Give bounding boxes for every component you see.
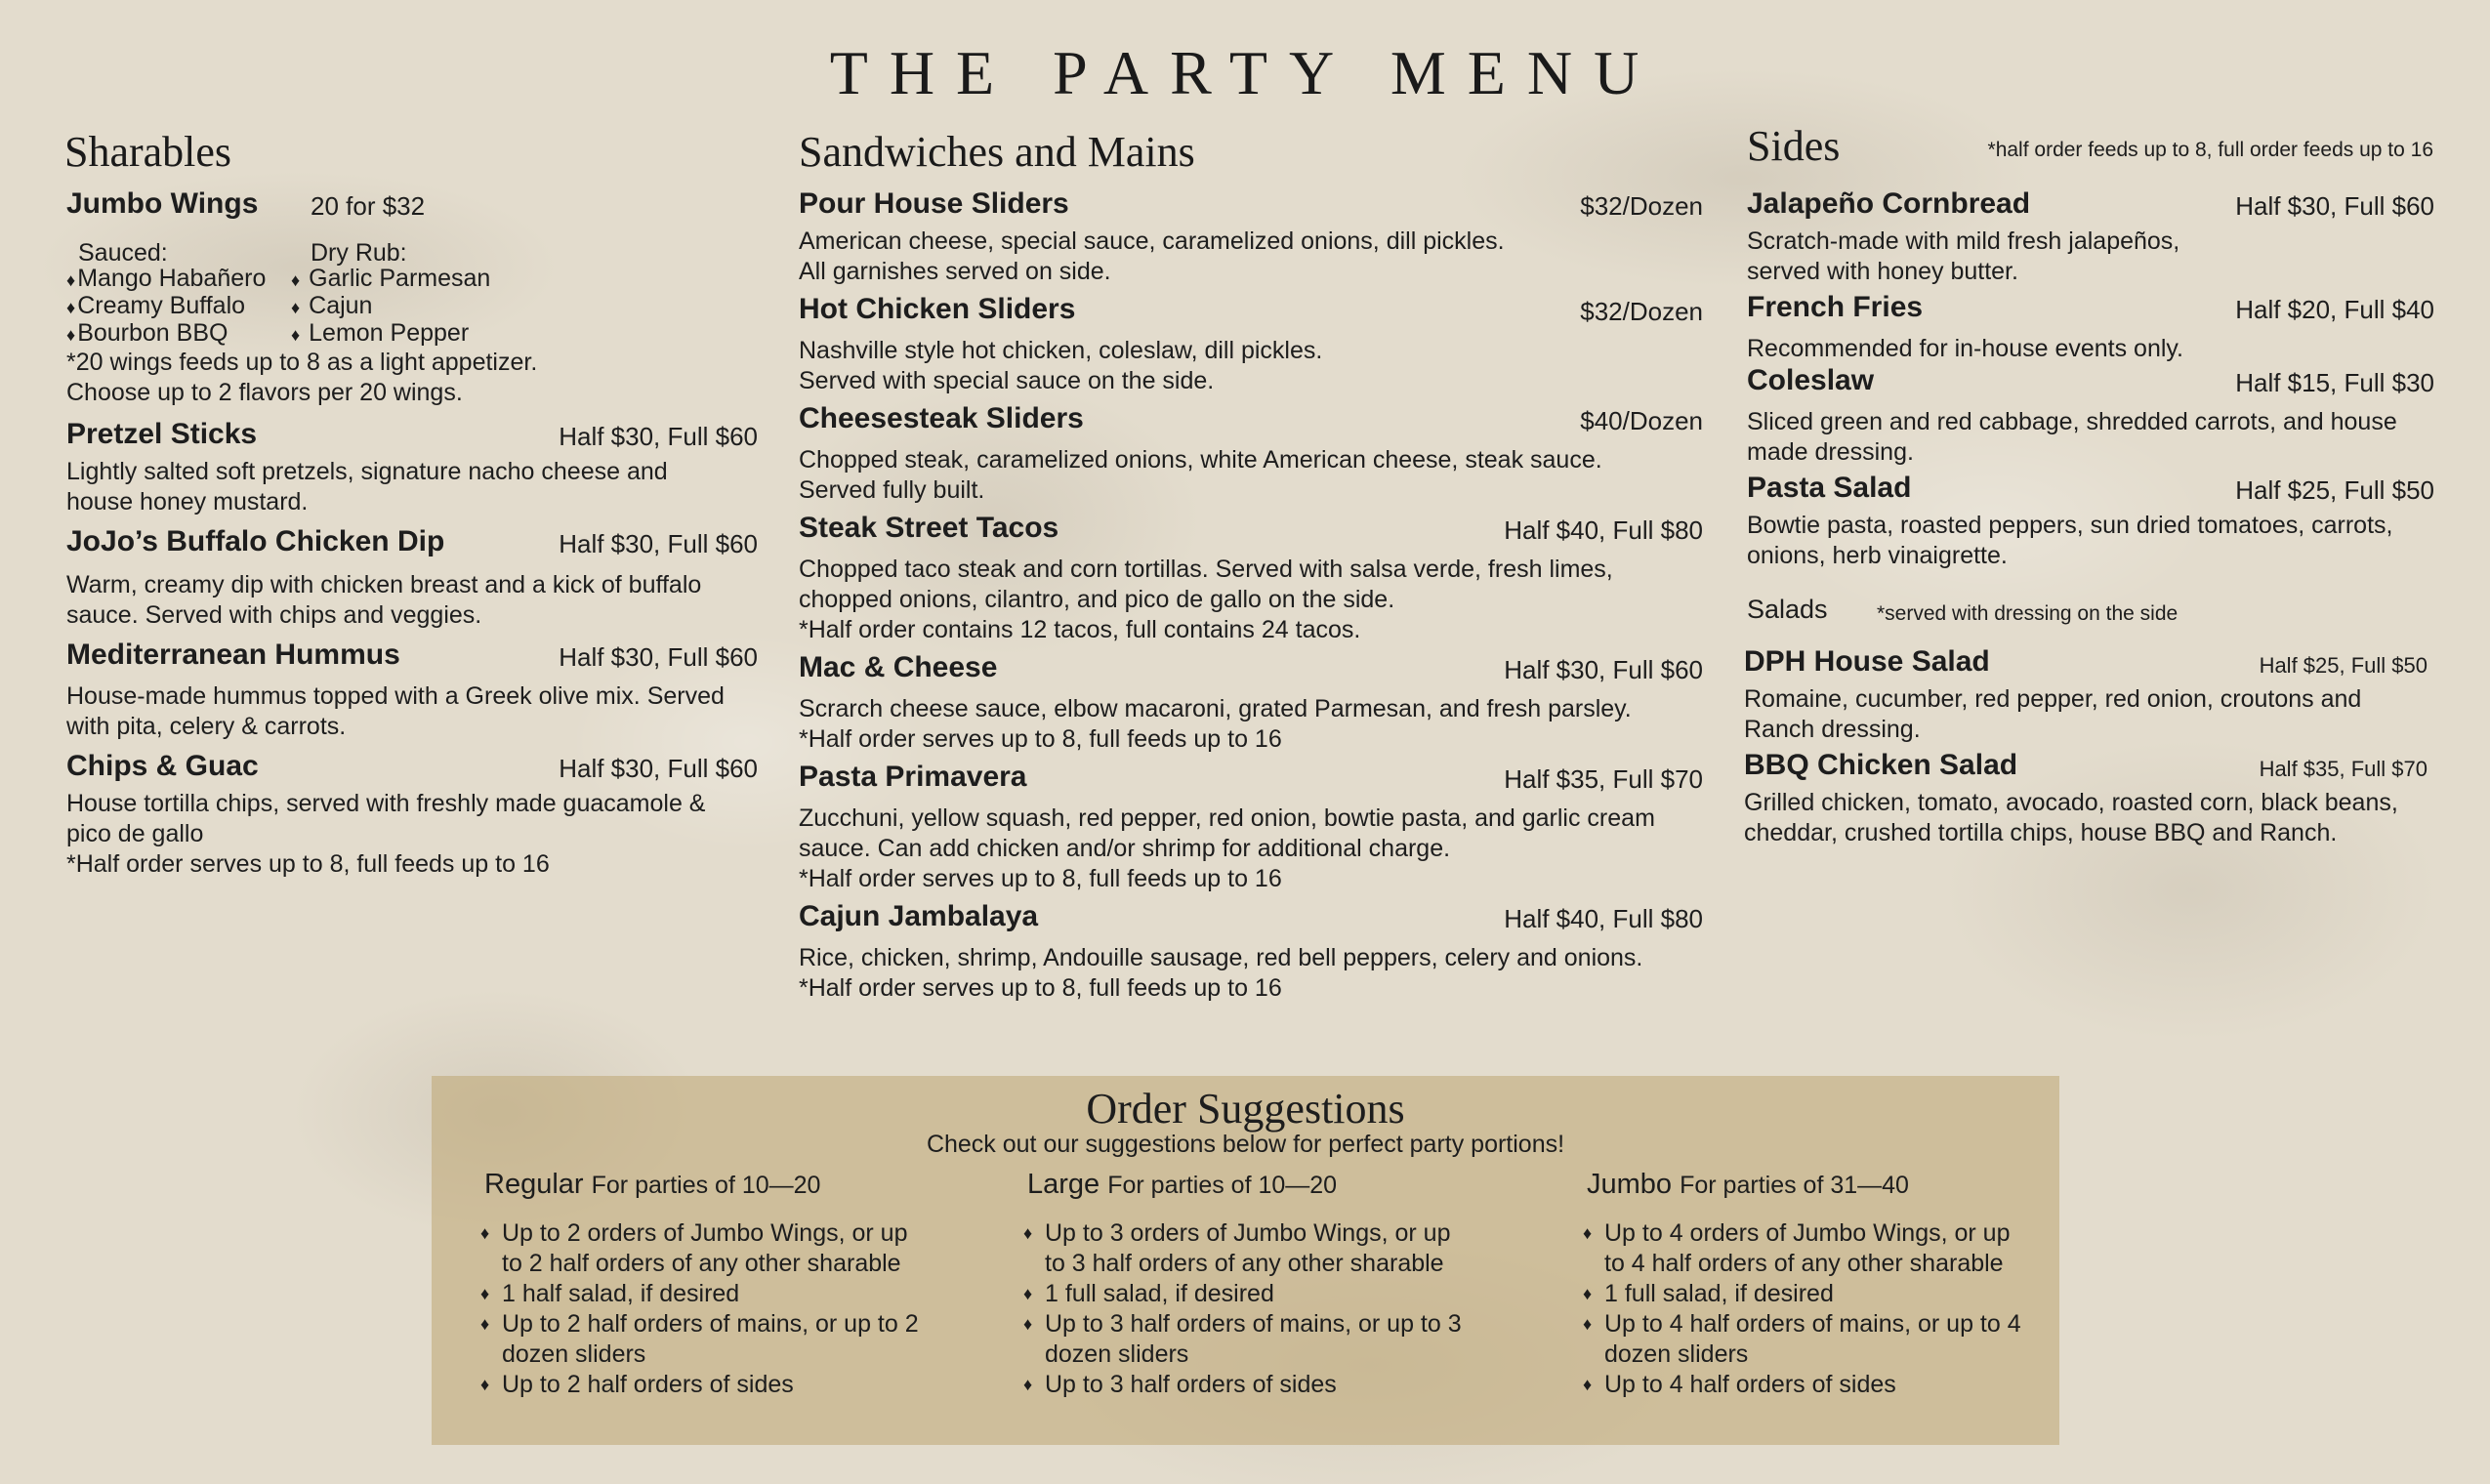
item-desc: Lightly salted soft pretzels, signature nacho cheese and house honey mustard. <box>66 458 668 515</box>
salad-item <box>1744 749 2428 848</box>
salads-header <box>1747 589 2434 632</box>
tier-bullets <box>480 1218 924 1400</box>
main-item <box>799 402 1703 506</box>
item-name: Pasta Salad <box>1747 472 1912 504</box>
item-price: Half $30, Full $60 <box>1504 655 1703 684</box>
item-name: DPH House Salad <box>1744 645 1990 678</box>
tier-heading: Regular For parties of 10—20 <box>484 1169 821 1200</box>
item-price: Half $35, Full $70 <box>2259 757 2428 781</box>
item-name: Mac & Cheese <box>799 651 998 683</box>
side-item <box>1747 187 2434 287</box>
item-name: Mediterranean Hummus <box>66 639 400 671</box>
item-desc: House tortilla chips, served with freshly made guacamole & pico de gallo *Half order serves up to 8, full feeds up to 16 <box>66 790 706 878</box>
item-price: Half $30, Full $60 <box>559 754 758 783</box>
sauced-item: ♦Bourbon BBQ <box>66 319 228 347</box>
diamond-bullet-icon: ♦ <box>66 270 76 290</box>
main-item <box>799 293 1703 396</box>
list-item: ♦ Up to 2 half orders of mains, or up to 2 dozen sliders <box>480 1310 919 1368</box>
item-price: $40/Dozen <box>1580 406 1703 435</box>
item-desc: Grilled chicken, tomato, avocado, roasted corn, black beans, cheddar, crushed tortilla chips, house BBQ and Ranch. <box>1744 789 2398 846</box>
main-item <box>799 761 1703 894</box>
diamond-bullet-icon: ♦ <box>480 1284 490 1303</box>
item-price: Half $30, Full $60 <box>559 529 758 558</box>
diamond-bullet-icon: ♦ <box>1583 1314 1593 1334</box>
sides-note: *half order feeds up to 8, full order feeds up to 16 <box>1987 139 2433 161</box>
item-desc: Scratch-made with mild fresh jalapeños, served with honey butter. <box>1747 227 2180 285</box>
diamond-bullet-icon: ♦ <box>1583 1375 1593 1394</box>
list-item: ♦ Up to 4 half orders of sides <box>1583 1371 1896 1398</box>
dryrub-item: ♦ Cajun <box>291 292 373 319</box>
main-item <box>799 187 1703 287</box>
sharable-item <box>66 525 758 631</box>
diamond-bullet-icon: ♦ <box>1583 1223 1593 1243</box>
mains-heading: Sandwiches and Mains <box>799 128 1195 176</box>
order-suggestions-panel <box>432 1076 2059 1445</box>
jumbo-wings-row <box>66 187 758 227</box>
item-desc: Chopped taco steak and corn tortillas. Served with salsa verde, fresh limes, chopped onions, cilantro, and pico de gallo on the side. *Half order contains 12 tacos, full contains 24 tacos. <box>799 556 1613 643</box>
suggestions-heading: Order Suggestions <box>1086 1085 1405 1133</box>
jumbo-wings-name: Jumbo Wings <box>66 187 259 220</box>
diamond-bullet-icon: ♦ <box>480 1375 490 1394</box>
item-desc: Nashville style hot chicken, coleslaw, dill pickles. Served with special sauce on the side. <box>799 337 1323 394</box>
item-name: BBQ Chicken Salad <box>1744 749 2018 781</box>
tier-heading: Jumbo For parties of 31—40 <box>1587 1169 1909 1200</box>
item-price: Half $25, Full $50 <box>2235 475 2434 505</box>
sides-column <box>1744 187 2434 848</box>
diamond-bullet-icon: ♦ <box>66 298 76 317</box>
diamond-bullet-icon: ♦ <box>480 1223 490 1243</box>
side-item <box>1747 364 2434 468</box>
item-desc: Rice, chicken, shrimp, Andouille sausage, red bell peppers, celery and onions. *Half order serves up to 8, full feeds up to 16 <box>799 944 1643 1002</box>
item-price: Half $25, Full $50 <box>2259 653 2428 678</box>
sharable-item <box>66 418 758 517</box>
sharables-heading: Sharables <box>64 128 232 176</box>
side-item <box>1747 472 2434 571</box>
tier-heading: Large For parties of 10—20 <box>1027 1169 1338 1200</box>
dryrub-item: ♦ Lemon Pepper <box>291 319 470 347</box>
list-item: ♦ Up to 4 orders of Jumbo Wings, or up to 4 half orders of any other sharable <box>1583 1219 2011 1277</box>
item-desc: Romaine, cucumber, red pepper, red onion, croutons and Ranch dressing. <box>1744 685 2362 743</box>
list-item: ♦ 1 half salad, if desired <box>480 1280 740 1307</box>
item-price: Half $20, Full $40 <box>2235 295 2434 324</box>
item-name: Hot Chicken Sliders <box>799 293 1076 325</box>
sauced-item: ♦Mango Habañero <box>66 265 267 292</box>
list-item: ♦ Up to 2 half orders of sides <box>480 1371 794 1398</box>
sharables-column <box>66 187 758 880</box>
suggestions-subheading: Check out our suggestions below for perfect party portions! <box>926 1131 1565 1158</box>
jumbo-wings-price: 20 for $32 <box>311 191 426 221</box>
sides-heading: Sides <box>1747 122 1841 170</box>
list-item: ♦ 1 full salad, if desired <box>1023 1280 1274 1307</box>
item-price: Half $30, Full $60 <box>559 422 758 451</box>
item-price: Half $40, Full $80 <box>1504 515 1703 545</box>
item-name: Pretzel Sticks <box>66 418 258 450</box>
diamond-bullet-icon: ♦ <box>291 298 301 317</box>
tier-bullets <box>1023 1218 1467 1400</box>
item-desc: Sliced green and red cabbage, shredded carrots, and house made dressing. <box>1747 408 2397 466</box>
salad-item <box>1744 645 2428 745</box>
diamond-bullet-icon: ♦ <box>480 1314 490 1334</box>
salads-note: *served with dressing on the side <box>1877 602 2179 625</box>
diamond-bullet-icon: ♦ <box>291 325 301 345</box>
main-item <box>799 512 1703 645</box>
item-name: JoJo’s Buffalo Chicken Dip <box>66 525 445 557</box>
item-price: $32/Dozen <box>1580 297 1703 326</box>
item-price: $32/Dozen <box>1580 191 1703 221</box>
tier-regular <box>480 1169 924 1400</box>
wings-note: *20 wings feeds up to 8 as a light appetizer. Choose up to 2 flavors per 20 wings. <box>66 349 538 406</box>
diamond-bullet-icon: ♦ <box>1023 1314 1033 1334</box>
menu-title: THE PARTY MENU <box>829 38 1661 107</box>
tier-large <box>1023 1169 1467 1400</box>
wings-flavors <box>66 240 758 348</box>
main-item <box>799 900 1703 1004</box>
item-name: Pasta Primavera <box>799 761 1027 793</box>
item-name: Coleslaw <box>1747 364 1875 396</box>
diamond-bullet-icon: ♦ <box>1023 1284 1033 1303</box>
sauced-item: ♦Creamy Buffalo <box>66 292 246 319</box>
item-desc: Zucchuni, yellow squash, red pepper, red onion, bowtie pasta, and garlic cream sauce. Can add chicken and/or shrimp for additional charge. *Half order serves up to 8, full feeds up to 16 <box>799 804 1655 892</box>
side-item <box>1747 291 2434 364</box>
diamond-bullet-icon: ♦ <box>1023 1375 1033 1394</box>
item-desc: American cheese, special sauce, caramelized onions, dill pickles. All garnishes served on side. <box>799 227 1505 285</box>
main-item <box>799 651 1703 755</box>
diamond-bullet-icon: ♦ <box>291 270 301 290</box>
item-price: Half $30, Full $60 <box>2235 191 2434 221</box>
item-desc: Chopped steak, caramelized onions, white American cheese, steak sauce. Served fully built. <box>799 446 1602 504</box>
list-item: ♦ Up to 3 half orders of sides <box>1023 1371 1337 1398</box>
item-name: French Fries <box>1747 291 1924 323</box>
diamond-bullet-icon: ♦ <box>66 325 76 345</box>
sharable-item <box>66 639 758 742</box>
item-desc: Warm, creamy dip with chicken breast and a kick of buffalo sauce. Served with chips and veggies. <box>66 571 702 629</box>
sharable-item <box>66 750 758 880</box>
item-name: Jalapeño Cornbread <box>1747 187 2031 220</box>
tier-jumbo <box>1583 1169 2026 1400</box>
diamond-bullet-icon: ♦ <box>1583 1284 1593 1303</box>
list-item: ♦ Up to 4 half orders of mains, or up to 4 dozen sliders <box>1583 1310 2021 1368</box>
list-item: ♦ Up to 3 half orders of mains, or up to 3 dozen sliders <box>1023 1310 1462 1368</box>
item-price: Half $15, Full $30 <box>2235 368 2434 397</box>
tier-bullets <box>1583 1218 2026 1400</box>
item-desc: Scrarch cheese sauce, elbow macaroni, grated Parmesan, and fresh parsley. *Half order serves up to 8, full feeds up to 16 <box>799 695 1632 753</box>
sauced-label: Sauced: <box>78 239 168 267</box>
dryrub-list <box>291 266 490 348</box>
sauced-list <box>66 266 266 348</box>
list-item: ♦ Up to 3 orders of Jumbo Wings, or up to 3 half orders of any other sharable <box>1023 1219 1451 1277</box>
item-desc: House-made hummus topped with a Greek olive mix. Served with pita, celery & carrots. <box>66 682 725 740</box>
item-desc: Recommended for in-house events only. <box>1747 335 2183 362</box>
diamond-bullet-icon: ♦ <box>1023 1223 1033 1243</box>
list-item: ♦ 1 full salad, if desired <box>1583 1280 1834 1307</box>
salads-heading: Salads <box>1747 595 1828 624</box>
item-price: Half $35, Full $70 <box>1504 764 1703 794</box>
dryrub-label: Dry Rub: <box>311 239 407 267</box>
item-name: Cheesesteak Sliders <box>799 402 1084 434</box>
item-name: Chips & Guac <box>66 750 259 782</box>
item-price: Half $40, Full $80 <box>1504 904 1703 933</box>
list-item: ♦ Up to 2 orders of Jumbo Wings, or up to 2 half orders of any other sharable <box>480 1219 908 1277</box>
item-name: Pour House Sliders <box>799 187 1069 220</box>
item-desc: Bowtie pasta, roasted peppers, sun dried tomatoes, carrots, onions, herb vinaigrette. <box>1747 512 2393 569</box>
item-name: Cajun Jambalaya <box>799 900 1039 932</box>
item-price: Half $30, Full $60 <box>559 642 758 672</box>
dryrub-item: ♦ Garlic Parmesan <box>291 265 491 292</box>
item-name: Steak Street Tacos <box>799 512 1059 544</box>
mains-column <box>799 187 1703 1004</box>
